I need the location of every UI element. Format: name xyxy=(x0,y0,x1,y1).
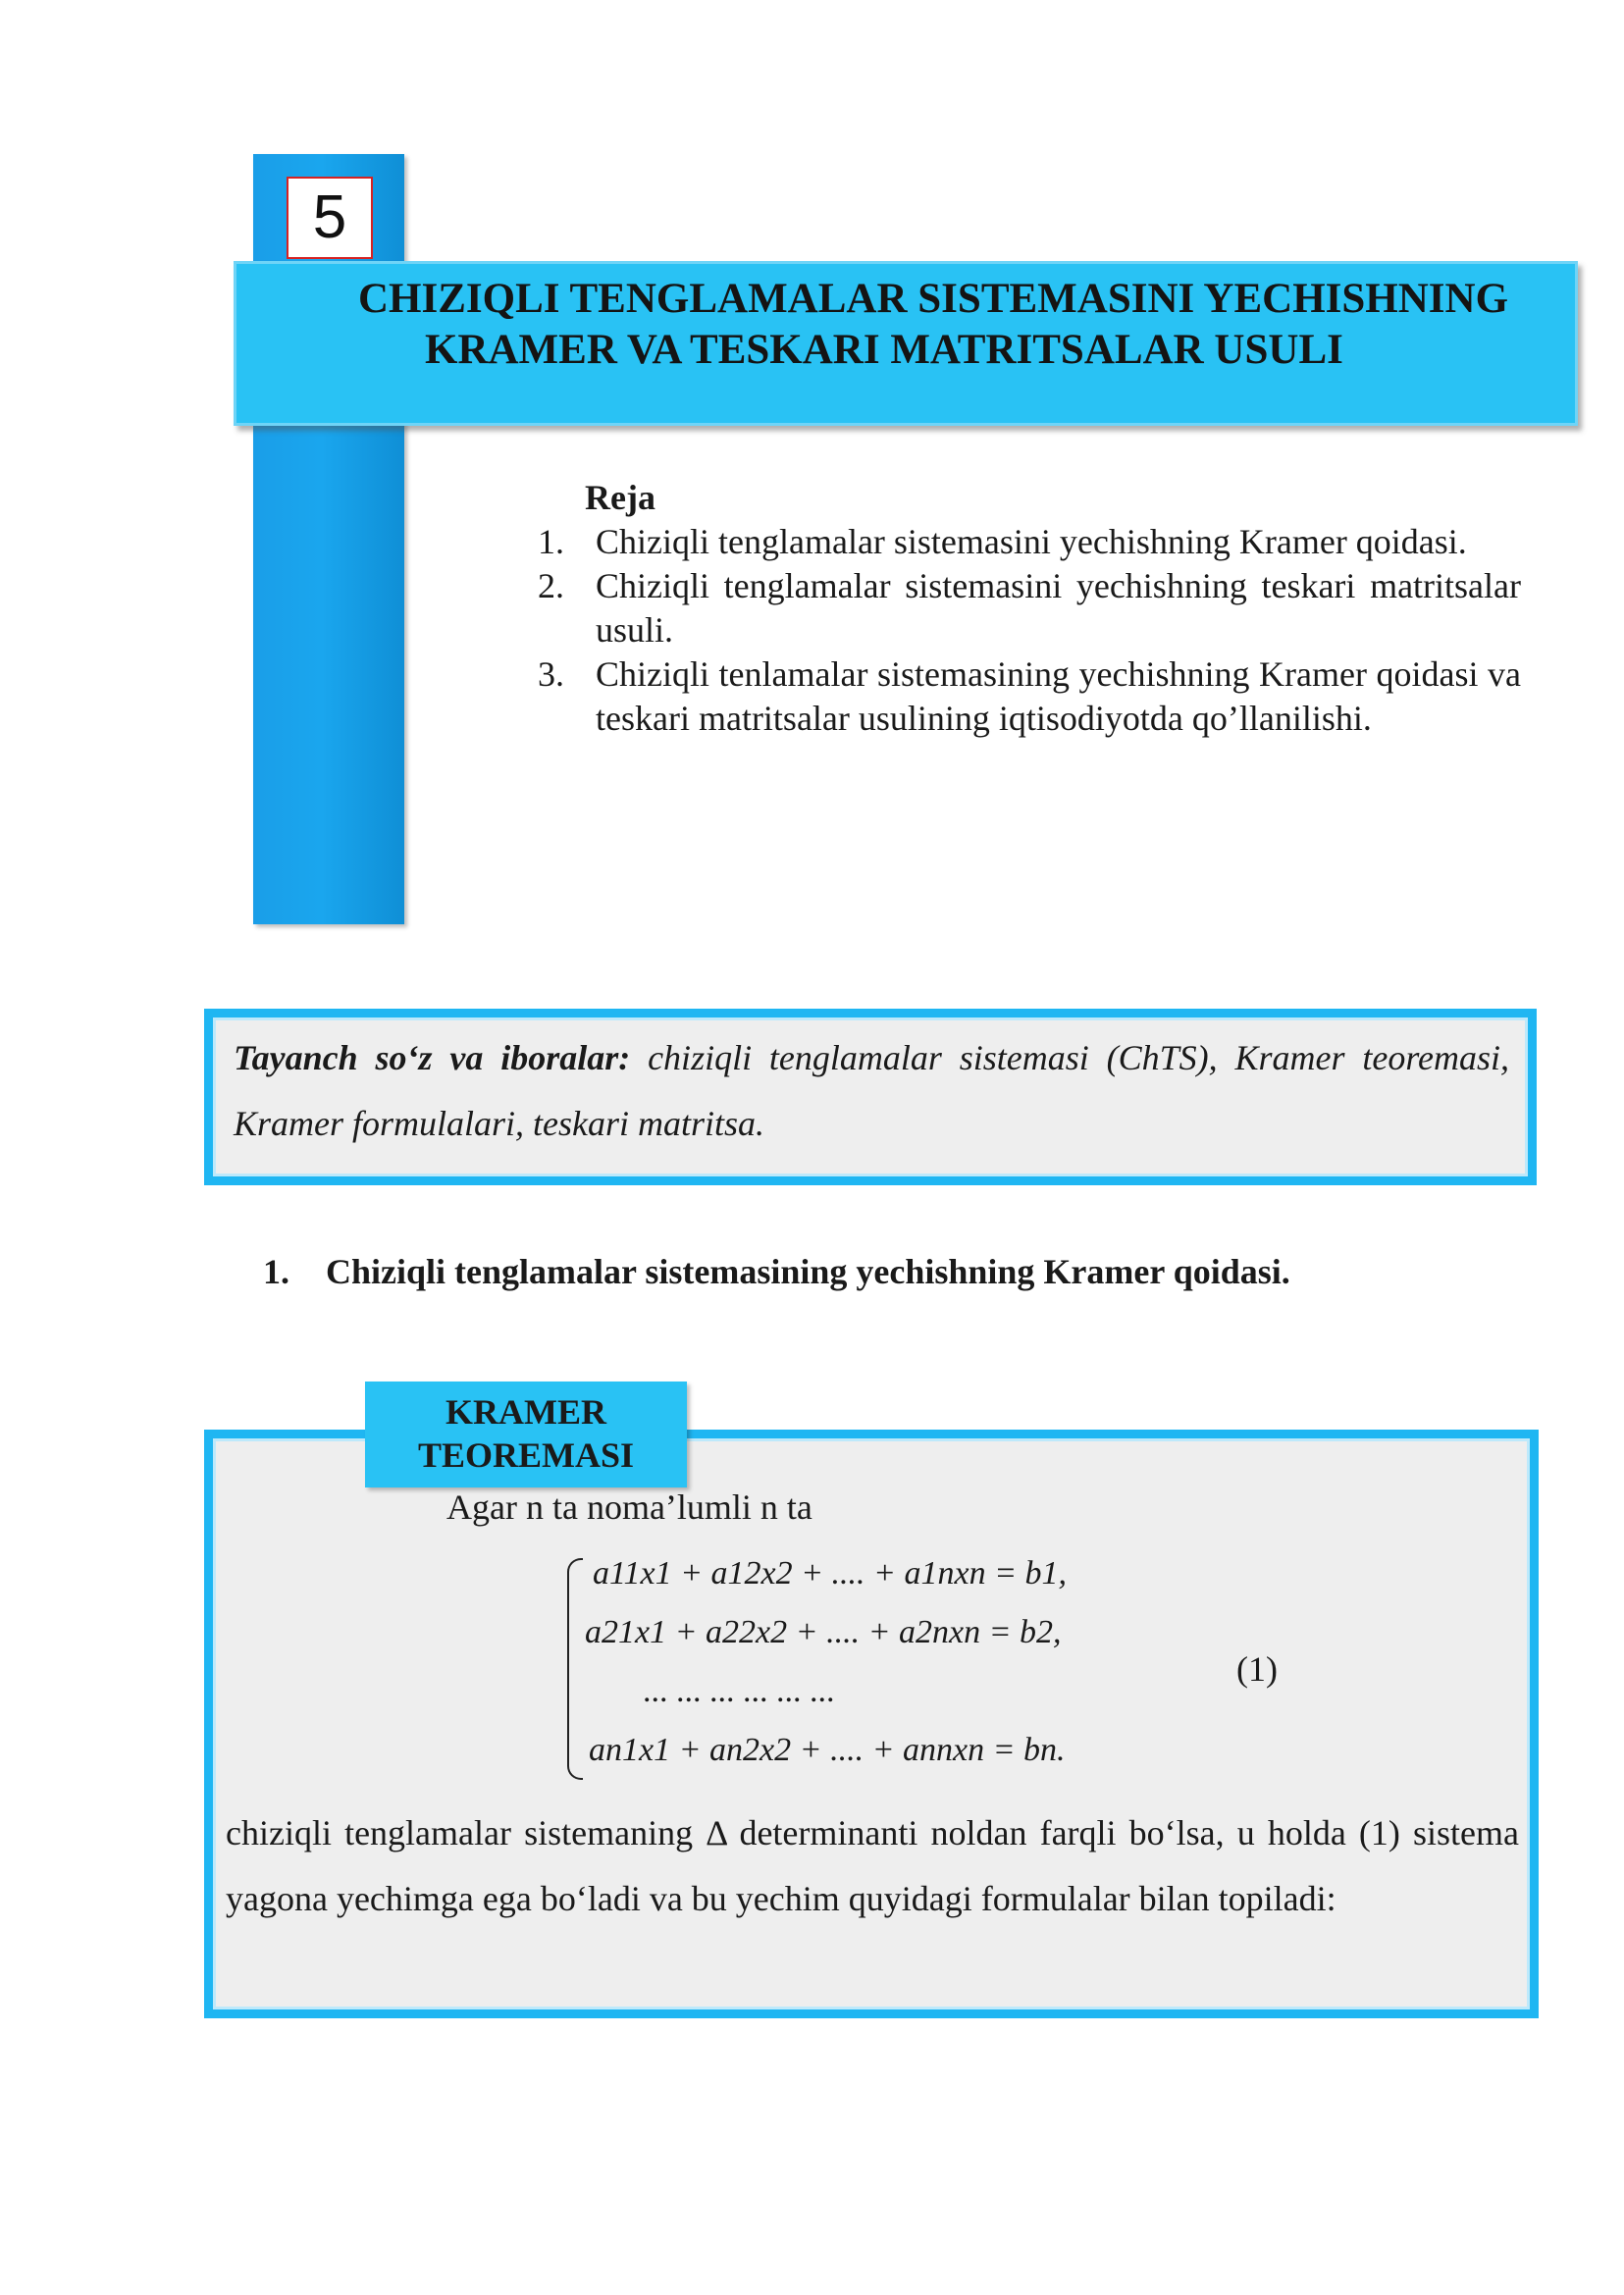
plan-item-text: Chiziqli tenlamalar sistemasining yechishning Kramer qoidasi va teskari matritsalar usulining iqtisodiyotda qo’llanilishi. xyxy=(596,654,1521,738)
plan-list xyxy=(535,520,1521,741)
equation-row-n: an1x1 + an2x2 + .... + annxn = bn. xyxy=(589,1732,1066,1768)
plan-item xyxy=(535,652,1521,741)
plan-heading: Reja xyxy=(585,478,655,517)
chapter-number: 5 xyxy=(287,177,373,259)
equation-number: (1) xyxy=(1236,1649,1278,1689)
theorem-tab-line-1: KRAMER xyxy=(445,1392,606,1432)
plan-item-number: 1. xyxy=(538,522,564,561)
equation-row-dots: ... ... ... ... ... ... xyxy=(643,1673,835,1709)
equation-row-1: a11x1 + a12x2 + .... + a1nxn = b1, xyxy=(593,1555,1068,1591)
keywords-label: Tayanch so‘z va iboralar: xyxy=(234,1038,631,1077)
section-heading xyxy=(263,1251,1290,1292)
plan-item xyxy=(535,564,1521,652)
plan-item-number: 3. xyxy=(538,654,564,694)
plan-item xyxy=(535,520,1521,564)
equation-row-2: a21x1 + a22x2 + .... + a2nxn = b2, xyxy=(585,1614,1062,1650)
section-number: 1. xyxy=(263,1252,289,1291)
keywords-text xyxy=(234,1025,1509,1157)
chapter-title-line-1: CHIZIQLI TENGLAMALAR SISTEMASINI YECHISHNING xyxy=(358,276,1509,322)
theorem-conclusion: chiziqli tenglamalar sistemaning Δ determinanti noldan farqli bo‘lsa, u holda (1) sistema yagona yechimga ega bo‘ladi va bu yechim quyidagi formulalar bilan topiladi: xyxy=(226,1813,1519,1918)
theorem-intro: Agar n ta noma’lumli n ta xyxy=(446,1487,812,1527)
plan-item-text: Chiziqli tenglamalar sistemasini yechishning Kramer qoidasi. xyxy=(596,522,1467,561)
chapter-title-line-2: KRAMER VA TESKARI MATRITSALAR USULI xyxy=(425,327,1343,373)
theorem-tab-line-2: TEOREMASI xyxy=(417,1435,635,1475)
plan-item-text: Chiziqli tenglamalar sistemasini yechishning teskari matritsalar usuli. xyxy=(596,566,1521,650)
plan-item-number: 2. xyxy=(538,566,564,605)
keywords-list: chiziqli tenglamalar sistemasi (ChTS), Kramer teoremasi, Kramer formulalari, teskari matritsa. xyxy=(234,1038,1509,1143)
system-brace xyxy=(567,1558,583,1780)
theorem-tab xyxy=(365,1382,687,1487)
section-title: Chiziqli tenglamalar sistemasining yechishning Kramer qoidasi. xyxy=(326,1252,1290,1291)
